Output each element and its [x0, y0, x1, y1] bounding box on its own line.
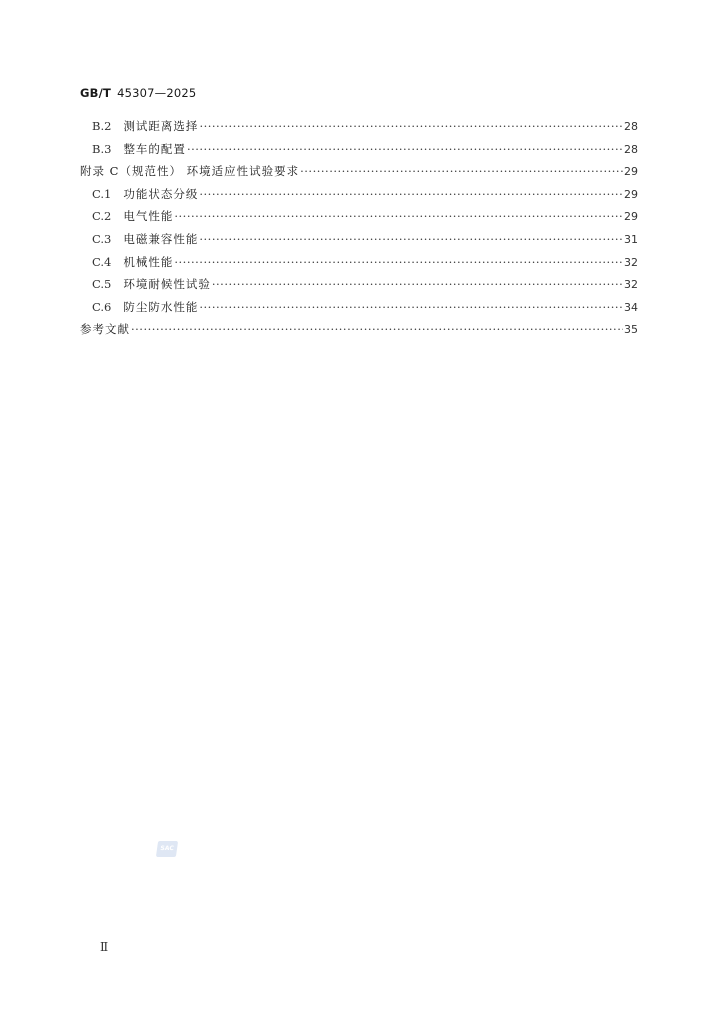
toc-entry[interactable] — [80, 321, 638, 344]
toc-entry-number: B.2 — [92, 119, 112, 133]
toc-entry-title: 附录 C（规范性） 环境适应性试验要求 — [80, 164, 300, 179]
toc-dot-leader — [300, 164, 623, 178]
toc-entry-title: 电磁兼容性能 — [123, 231, 199, 246]
toc-entry-page: 29 — [624, 165, 638, 179]
toc-entry-title: 机械性能 — [123, 254, 174, 269]
toc-entry-title: 环境耐候性试验 — [123, 277, 211, 292]
toc-dot-leader — [199, 119, 623, 133]
toc-entry-page: 35 — [624, 323, 638, 337]
toc-entry-page: 28 — [624, 142, 638, 156]
toc-entry[interactable] — [80, 276, 638, 299]
page-number: Ⅱ — [100, 940, 109, 954]
toc-entry[interactable] — [80, 186, 638, 209]
toc-entry[interactable] — [80, 299, 638, 322]
toc-entry-title: 防尘防水性能 — [123, 299, 199, 314]
toc-entry-page: 29 — [624, 187, 638, 201]
sac-logo-watermark: SAC — [156, 841, 178, 857]
toc-entry[interactable] — [80, 141, 638, 164]
toc-dot-leader — [199, 300, 623, 314]
toc-entry-page: 31 — [624, 232, 638, 246]
toc-entry-page: 28 — [624, 120, 638, 133]
toc-dot-leader — [187, 142, 623, 156]
toc-entry[interactable] — [80, 208, 638, 231]
toc-dot-leader — [131, 322, 623, 336]
table-of-contents — [80, 118, 638, 344]
toc-entry-page: 34 — [624, 300, 638, 314]
toc-entry[interactable] — [80, 254, 638, 277]
toc-entry-title: 整车的配置 — [123, 141, 186, 156]
toc-entry-number: C.3 — [92, 231, 112, 246]
toc-entry-number: C.2 — [92, 209, 112, 224]
toc-entry-page: 32 — [624, 278, 638, 292]
toc-entry-number: C.5 — [92, 277, 112, 292]
standard-number: 45307—2025 — [117, 86, 197, 100]
toc-entry-number: C.4 — [92, 254, 112, 269]
toc-entry-title: 测试距离选择 — [123, 119, 199, 133]
toc-dot-leader — [199, 187, 623, 201]
toc-entry-number: B.3 — [92, 141, 112, 156]
standard-code: GB/T — [80, 86, 112, 100]
toc-entry[interactable] — [80, 231, 638, 254]
toc-entry-number: C.1 — [92, 186, 112, 201]
toc-dot-leader — [199, 232, 623, 246]
document-header — [80, 86, 196, 100]
toc-entry-page: 29 — [624, 210, 638, 224]
toc-entry-title: 电气性能 — [123, 209, 174, 224]
toc-entry[interactable] — [80, 118, 638, 141]
toc-entry[interactable] — [80, 163, 638, 186]
toc-dot-leader — [174, 209, 623, 223]
toc-entry-title: 参考文献 — [80, 322, 130, 337]
toc-dot-leader — [174, 255, 623, 269]
toc-dot-leader — [212, 277, 623, 291]
toc-entry-page: 32 — [624, 255, 638, 269]
toc-entry-number: C.6 — [92, 299, 112, 314]
toc-entry-title: 功能状态分级 — [123, 186, 199, 201]
